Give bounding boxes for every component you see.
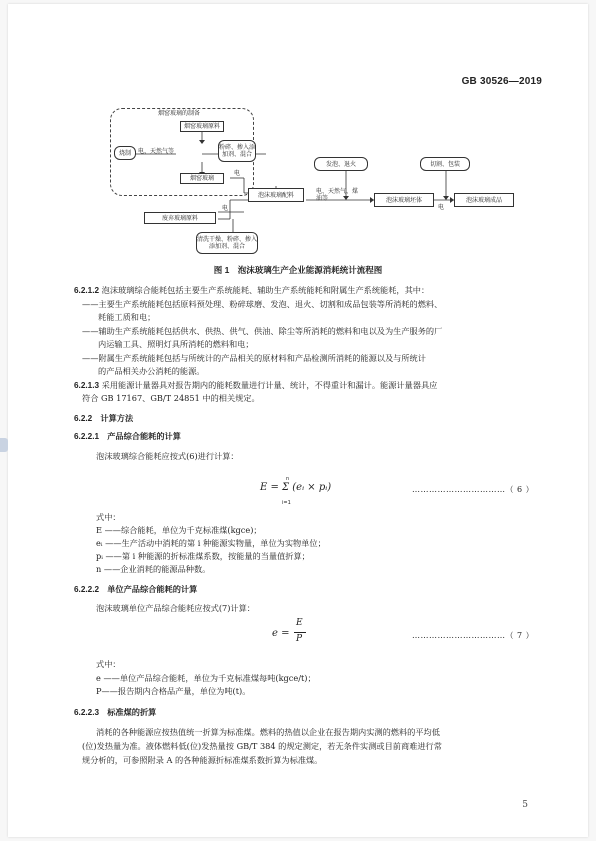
bullet-2b: 内运输工具、照明灯具所消耗的燃料和电； bbox=[98, 339, 254, 349]
clause-number: 6.2.1.3 bbox=[74, 381, 100, 390]
label-energy2: 电、天然气、煤油等 bbox=[316, 188, 359, 202]
node-clean: 清洗干燥、粉碎、掺入添加剂、混合 bbox=[196, 232, 258, 254]
node-waste: 废弃玻璃原料 bbox=[144, 212, 216, 224]
equation-7-lhs: e = bbox=[272, 628, 290, 639]
node-blank: 泡沫玻璃坯体 bbox=[374, 193, 434, 207]
heading-622: 6.2.2 计算方法 bbox=[74, 414, 134, 423]
para-eq6-intro: 泡沫玻璃综合能耗应按式(6)进行计算： bbox=[96, 451, 239, 461]
clause-number: 6.2.1.2 bbox=[74, 286, 100, 295]
page-number: 5 bbox=[522, 800, 528, 810]
label-elec3: 电 bbox=[438, 204, 445, 211]
bullet-3b: 的产品相关办公消耗的能源。 bbox=[98, 366, 205, 376]
equation-6 bbox=[260, 482, 331, 493]
where-e: e ——单位产品综合能耗，单位为千克标准煤每吨(kgce/t)； bbox=[96, 673, 316, 683]
bullet-2a: ——辅助生产系统能耗包括供水、供热、供气、供油、除尘等所消耗的燃料和电以及为生产服务的厂 bbox=[82, 326, 443, 336]
node-glass: 烟窑玻璃 bbox=[180, 173, 224, 184]
para-coal-2: (位)发热量为准。液体燃料低(位)发热量按 GB/T 384 的规定测定，若无条件实测或目前商难进行常 bbox=[82, 741, 442, 751]
equation-7-numerator: E bbox=[296, 618, 303, 628]
para-coal-1: 消耗的各种能源应按热值统一折算为标准煤。燃料的热值以企业在报告期内实测的燃料的平均低 bbox=[96, 727, 440, 737]
node-batch: 烟窑玻璃原料 bbox=[180, 121, 224, 132]
where-1: 式中： bbox=[96, 512, 121, 522]
equation-7 bbox=[272, 628, 289, 639]
equation-7-fraction-bar bbox=[294, 632, 306, 633]
label-energy1: 电、天然气等 bbox=[138, 148, 175, 155]
equation-6-number: ……………………………（ 6 ） bbox=[412, 485, 535, 494]
clause-6212 bbox=[74, 284, 429, 297]
bullet-3a: ——附属生产系统能耗包括与所统计的产品相关的原材料和产品检测所消耗的能源以及与所统计 bbox=[82, 353, 426, 363]
node-fire: 烧制 bbox=[114, 146, 136, 160]
equation-6-sum-top: n bbox=[286, 476, 290, 482]
node-foam-batch: 泡沫玻璃配料 bbox=[248, 188, 304, 202]
heading-6223: 6.2.2.3 标准煤的折算 bbox=[74, 708, 157, 717]
flowchart-connectors bbox=[8, 4, 588, 269]
where-e-i: eᵢ ——生产活动中消耗的第 i 种能源实物量，单位为实物单位； bbox=[96, 538, 326, 548]
para-coal-3: 规分析的，可参照附录 A 的各种能源折标准煤系数折算为标准煤。 bbox=[82, 755, 323, 765]
clause-6213-cont: 符合 GB 17167、GB/T 24851 中的相关规定。 bbox=[82, 393, 260, 403]
clause-6213 bbox=[74, 379, 437, 392]
group-title: 烟窑玻璃的制备 bbox=[158, 110, 201, 117]
equation-6-sum-bottom: i=1 bbox=[282, 500, 291, 506]
where-E: E ——综合能耗，单位为千克标准煤(kgce)； bbox=[96, 525, 262, 535]
node-grind: 粉碎、掺入添加剂、混合 bbox=[218, 140, 256, 162]
document-page bbox=[8, 4, 588, 837]
node-product: 泡沫玻璃成品 bbox=[454, 193, 514, 207]
clause-text: 泡沫玻璃综合能耗包括主要生产系统能耗、辅助生产系统能耗和附属生产系统能耗，其中： bbox=[101, 285, 430, 295]
equation-7-number: ……………………………（ 7 ） bbox=[412, 631, 535, 640]
where-n: n ——企业消耗的能源品种数。 bbox=[96, 564, 211, 574]
equation-6-text: E = Σ (eᵢ × pᵢ) bbox=[260, 482, 332, 493]
node-cut: 切割、包装 bbox=[420, 157, 470, 171]
side-tab-handle[interactable] bbox=[0, 438, 8, 452]
para-eq7-intro: 泡沫玻璃单位产品综合能耗应按式(7)计算： bbox=[96, 603, 255, 613]
bullet-1a: ——主要生产系统能耗包括原料预处理、粉碎球磨、发泡、退火、切割和成品包装等所消耗的燃料、 bbox=[82, 299, 443, 309]
where-P: P——报告期内合格品产量，单位为吨(t)。 bbox=[96, 686, 251, 696]
label-elec1: 电 bbox=[234, 170, 241, 177]
where-p-i: pᵢ ——第 i 种能源的折标准煤系数，按能量的当量值折算； bbox=[96, 551, 310, 561]
label-elec2: 电 bbox=[222, 205, 229, 212]
flowchart bbox=[8, 4, 588, 269]
equation-7-denominator: P bbox=[296, 634, 303, 644]
clause-text: 采用能源计量器具对报告期内的能耗数量进行计量、统计，不得重计和漏计。能源计量器具应 bbox=[101, 380, 438, 390]
bullet-1b: 耗能工质和电； bbox=[98, 312, 156, 322]
heading-6221: 6.2.2.1 产品综合能耗的计算 bbox=[74, 432, 181, 441]
node-foam-fire: 发泡、退火 bbox=[314, 157, 368, 171]
figure-caption: 图 1 泡沫玻璃生产企业能源消耗统计流程图 bbox=[213, 265, 383, 275]
standard-number: GB 30526—2019 bbox=[461, 76, 542, 87]
where-2: 式中： bbox=[96, 659, 121, 669]
heading-6222: 6.2.2.2 单位产品综合能耗的计算 bbox=[74, 585, 198, 594]
